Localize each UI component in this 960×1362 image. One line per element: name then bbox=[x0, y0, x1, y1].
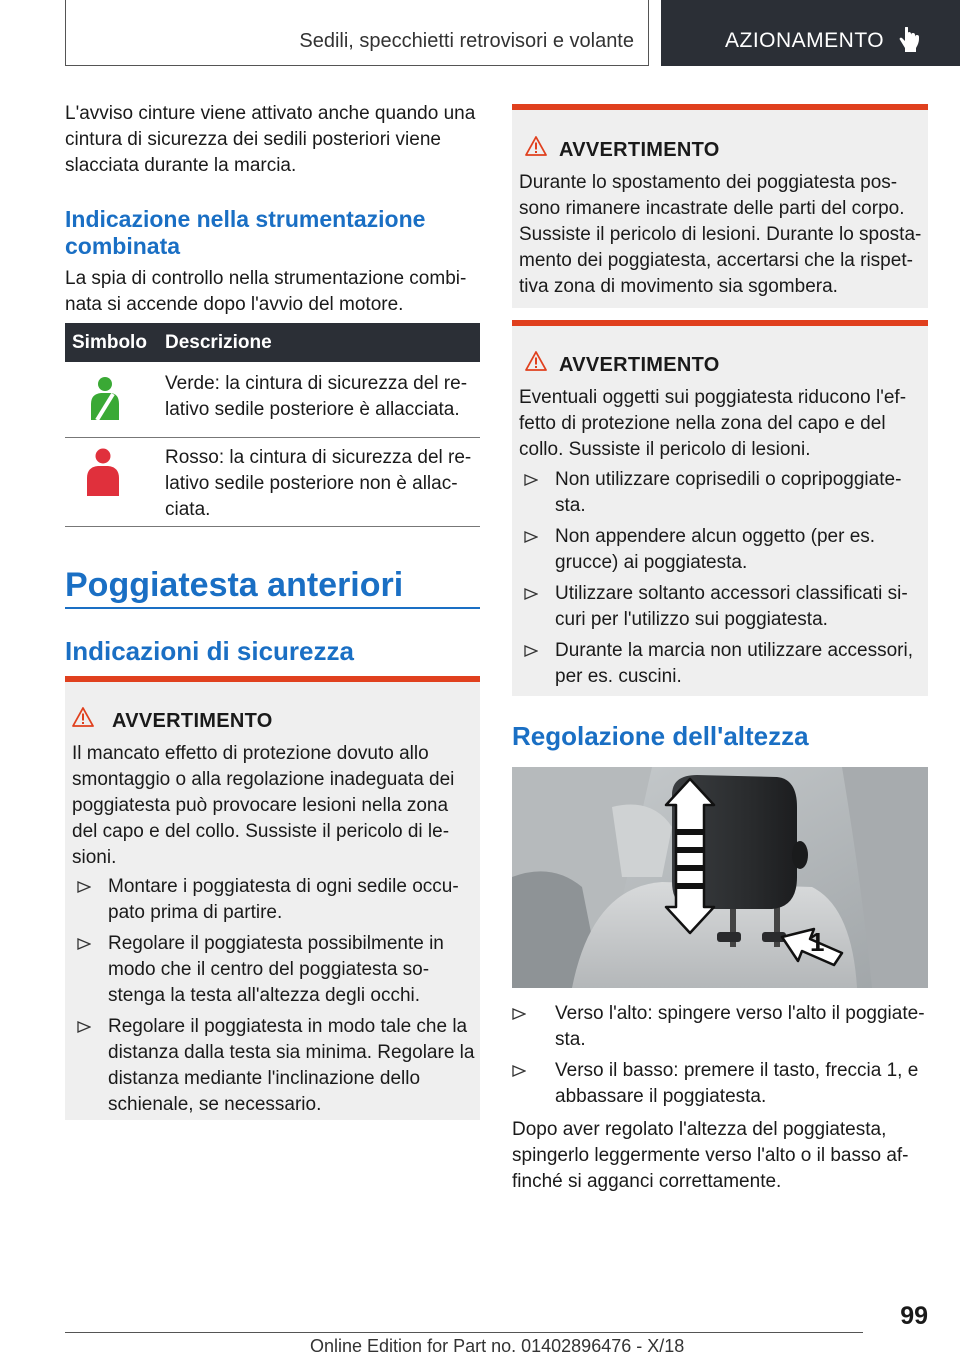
seatbelt-red-icon bbox=[83, 448, 123, 498]
instrument-cluster-paragraph: La spia di controllo nella strumentazione combi- nata si accende dopo l'avvio del motore. bbox=[65, 268, 467, 315]
callout-number: 1 bbox=[810, 927, 825, 957]
bullet-triangle-icon bbox=[524, 645, 538, 657]
section-title-front-headrests: Poggiatesta anteriori bbox=[65, 566, 404, 604]
bullet-triangle-icon bbox=[524, 588, 538, 600]
warning-box: AVVERTIMENTO Il mancato effetto di protezione dovuto allo smontaggio o alla regolazione inadeguata dei poggiatesta può provocare lesioni nella zona del capo e del collo. Sussiste il pericolo di le- sioni. Montare i poggiatesta di ogni sedile occu- pato prima di partire. Regolare il poggiatesta possibilmente in modo che il centro del poggiatesta so- stenga la testa all'altezza degli occhi. Regolare il poggiatesta in modo tale che la distanza dalla testa sia minima. Regolare la distanza mediante l'inclinazione dello schienale, se necessario. bbox=[65, 676, 480, 1120]
hand-pointer-icon bbox=[898, 27, 920, 53]
table-row bbox=[65, 438, 480, 527]
symbol-table bbox=[65, 323, 480, 527]
headrest-adjustment-photo bbox=[512, 767, 928, 988]
warning-title: AVVERTIMENTO bbox=[559, 139, 720, 161]
list-item: Regolare il poggiatesta possibilmente in modo che il centro del poggiatesta so- stenga la testa all'altezza degli occhi. bbox=[77, 931, 477, 1009]
page-number: 99 bbox=[900, 1302, 928, 1330]
table-header-symbol: Simbolo bbox=[72, 332, 147, 353]
header-section-tab bbox=[65, 0, 649, 66]
section-divider bbox=[65, 607, 480, 609]
section-title-height-adjustment: Regolazione dell'altezza bbox=[512, 721, 809, 751]
list-item: Regolare il poggiatesta in modo tale che la distanza dalla testa sia minima. Regolare la distanza mediante l'inclinazione dello schienale, se necessario. bbox=[77, 1014, 477, 1118]
footer-divider bbox=[65, 1332, 863, 1333]
seatbelt-green-icon bbox=[83, 376, 123, 422]
bullet-triangle-icon bbox=[524, 474, 538, 486]
closing-paragraph: Dopo aver regolato l'altezza del poggiatesta, spingerlo leggermente verso l'alto o il basso af- finché si agganci correttamente. bbox=[512, 1119, 909, 1192]
bullet-triangle-icon bbox=[77, 881, 91, 893]
footer-edition: Online Edition for Part no. 01402896476 - X/18 bbox=[310, 1336, 685, 1356]
list-item: Utilizzare soltanto accessori classificati si- curi per l'utilizzo sui poggiatesta. bbox=[524, 581, 924, 633]
warning-triangle-icon bbox=[72, 707, 94, 727]
section-title: Sedili, specchietti retrovisori e volante bbox=[299, 30, 634, 52]
list-item: Non utilizzare coprisedili o copripoggiate- sta. bbox=[524, 467, 924, 519]
headrest-illustration bbox=[512, 767, 928, 988]
list-item: Montare i poggiatesta di ogni sedile occu- pato prima di partire. bbox=[77, 874, 477, 926]
bullet-triangle-icon bbox=[524, 531, 538, 543]
bullet-triangle-icon bbox=[512, 1008, 526, 1020]
table-row-description: Verde: la cintura di sicurezza del re- lativo sedile posteriore è allacciata. bbox=[165, 373, 468, 420]
subsection-title-safety: Indicazioni di sicurezza bbox=[65, 636, 354, 666]
header-chapter-tab bbox=[661, 0, 960, 66]
intro-paragraph: L'avviso cinture viene attivato anche quando una cintura di sicurezza dei sedili posteriori viene slacciata durante la marcia. bbox=[65, 103, 476, 176]
bullet-triangle-icon bbox=[77, 938, 91, 950]
bullet-triangle-icon bbox=[77, 1021, 91, 1033]
warning-title: AVVERTIMENTO bbox=[559, 354, 720, 376]
list-item: Non appendere alcun oggetto (per es. grucce) ai poggiatesta. bbox=[524, 524, 924, 576]
warning-triangle-icon bbox=[525, 136, 547, 156]
warning-box: AVVERTIMENTO Eventuali oggetti sui poggiatesta riducono l'ef- fetto di protezione nella zona del capo e del collo. Sussiste il pericolo di lesioni. Non utilizzare coprisedili o copripoggiate- sta. Non appendere alcun oggetto (per es. grucce) ai poggiatesta. Utilizzare soltanto accessori classificati si- curi per l'utilizzo sui poggiatesta. Durante la marcia non utilizzare accessori, per es. cuscini. bbox=[512, 320, 928, 696]
warning-title: AVVERTIMENTO bbox=[112, 710, 273, 732]
table-header-description: Descrizione bbox=[165, 332, 272, 353]
bullet-triangle-icon bbox=[512, 1065, 526, 1077]
warning-box: AVVERTIMENTO Durante lo spostamento dei poggiatesta pos- sono rimanere incastrate delle parti del corpo. Sussiste il pericolo di lesioni. Durante lo sposta- mento dei poggiatesta, accertarsi che la rispet- tiva zona di movimento sia sgombera. bbox=[512, 104, 928, 308]
table-header bbox=[65, 323, 480, 362]
instrument-cluster-heading: Indicazione nella strumentazione combinata bbox=[65, 206, 426, 259]
list-item: Verso il basso: premere il tasto, freccia 1, e abbassare il poggiatesta. bbox=[512, 1058, 928, 1110]
chapter-title: AZIONAMENTO bbox=[725, 29, 885, 52]
table-row-description: Rosso: la cintura di sicurezza del re- lativo sedile posteriore non è allac- ciata. bbox=[165, 447, 472, 520]
warning-triangle-icon bbox=[525, 351, 547, 371]
table-row bbox=[65, 362, 480, 438]
list-item: Durante la marcia non utilizzare accessori, per es. cuscini. bbox=[524, 638, 924, 690]
list-item: Verso l'alto: spingere verso l'alto il poggiate- sta. bbox=[512, 1001, 928, 1053]
